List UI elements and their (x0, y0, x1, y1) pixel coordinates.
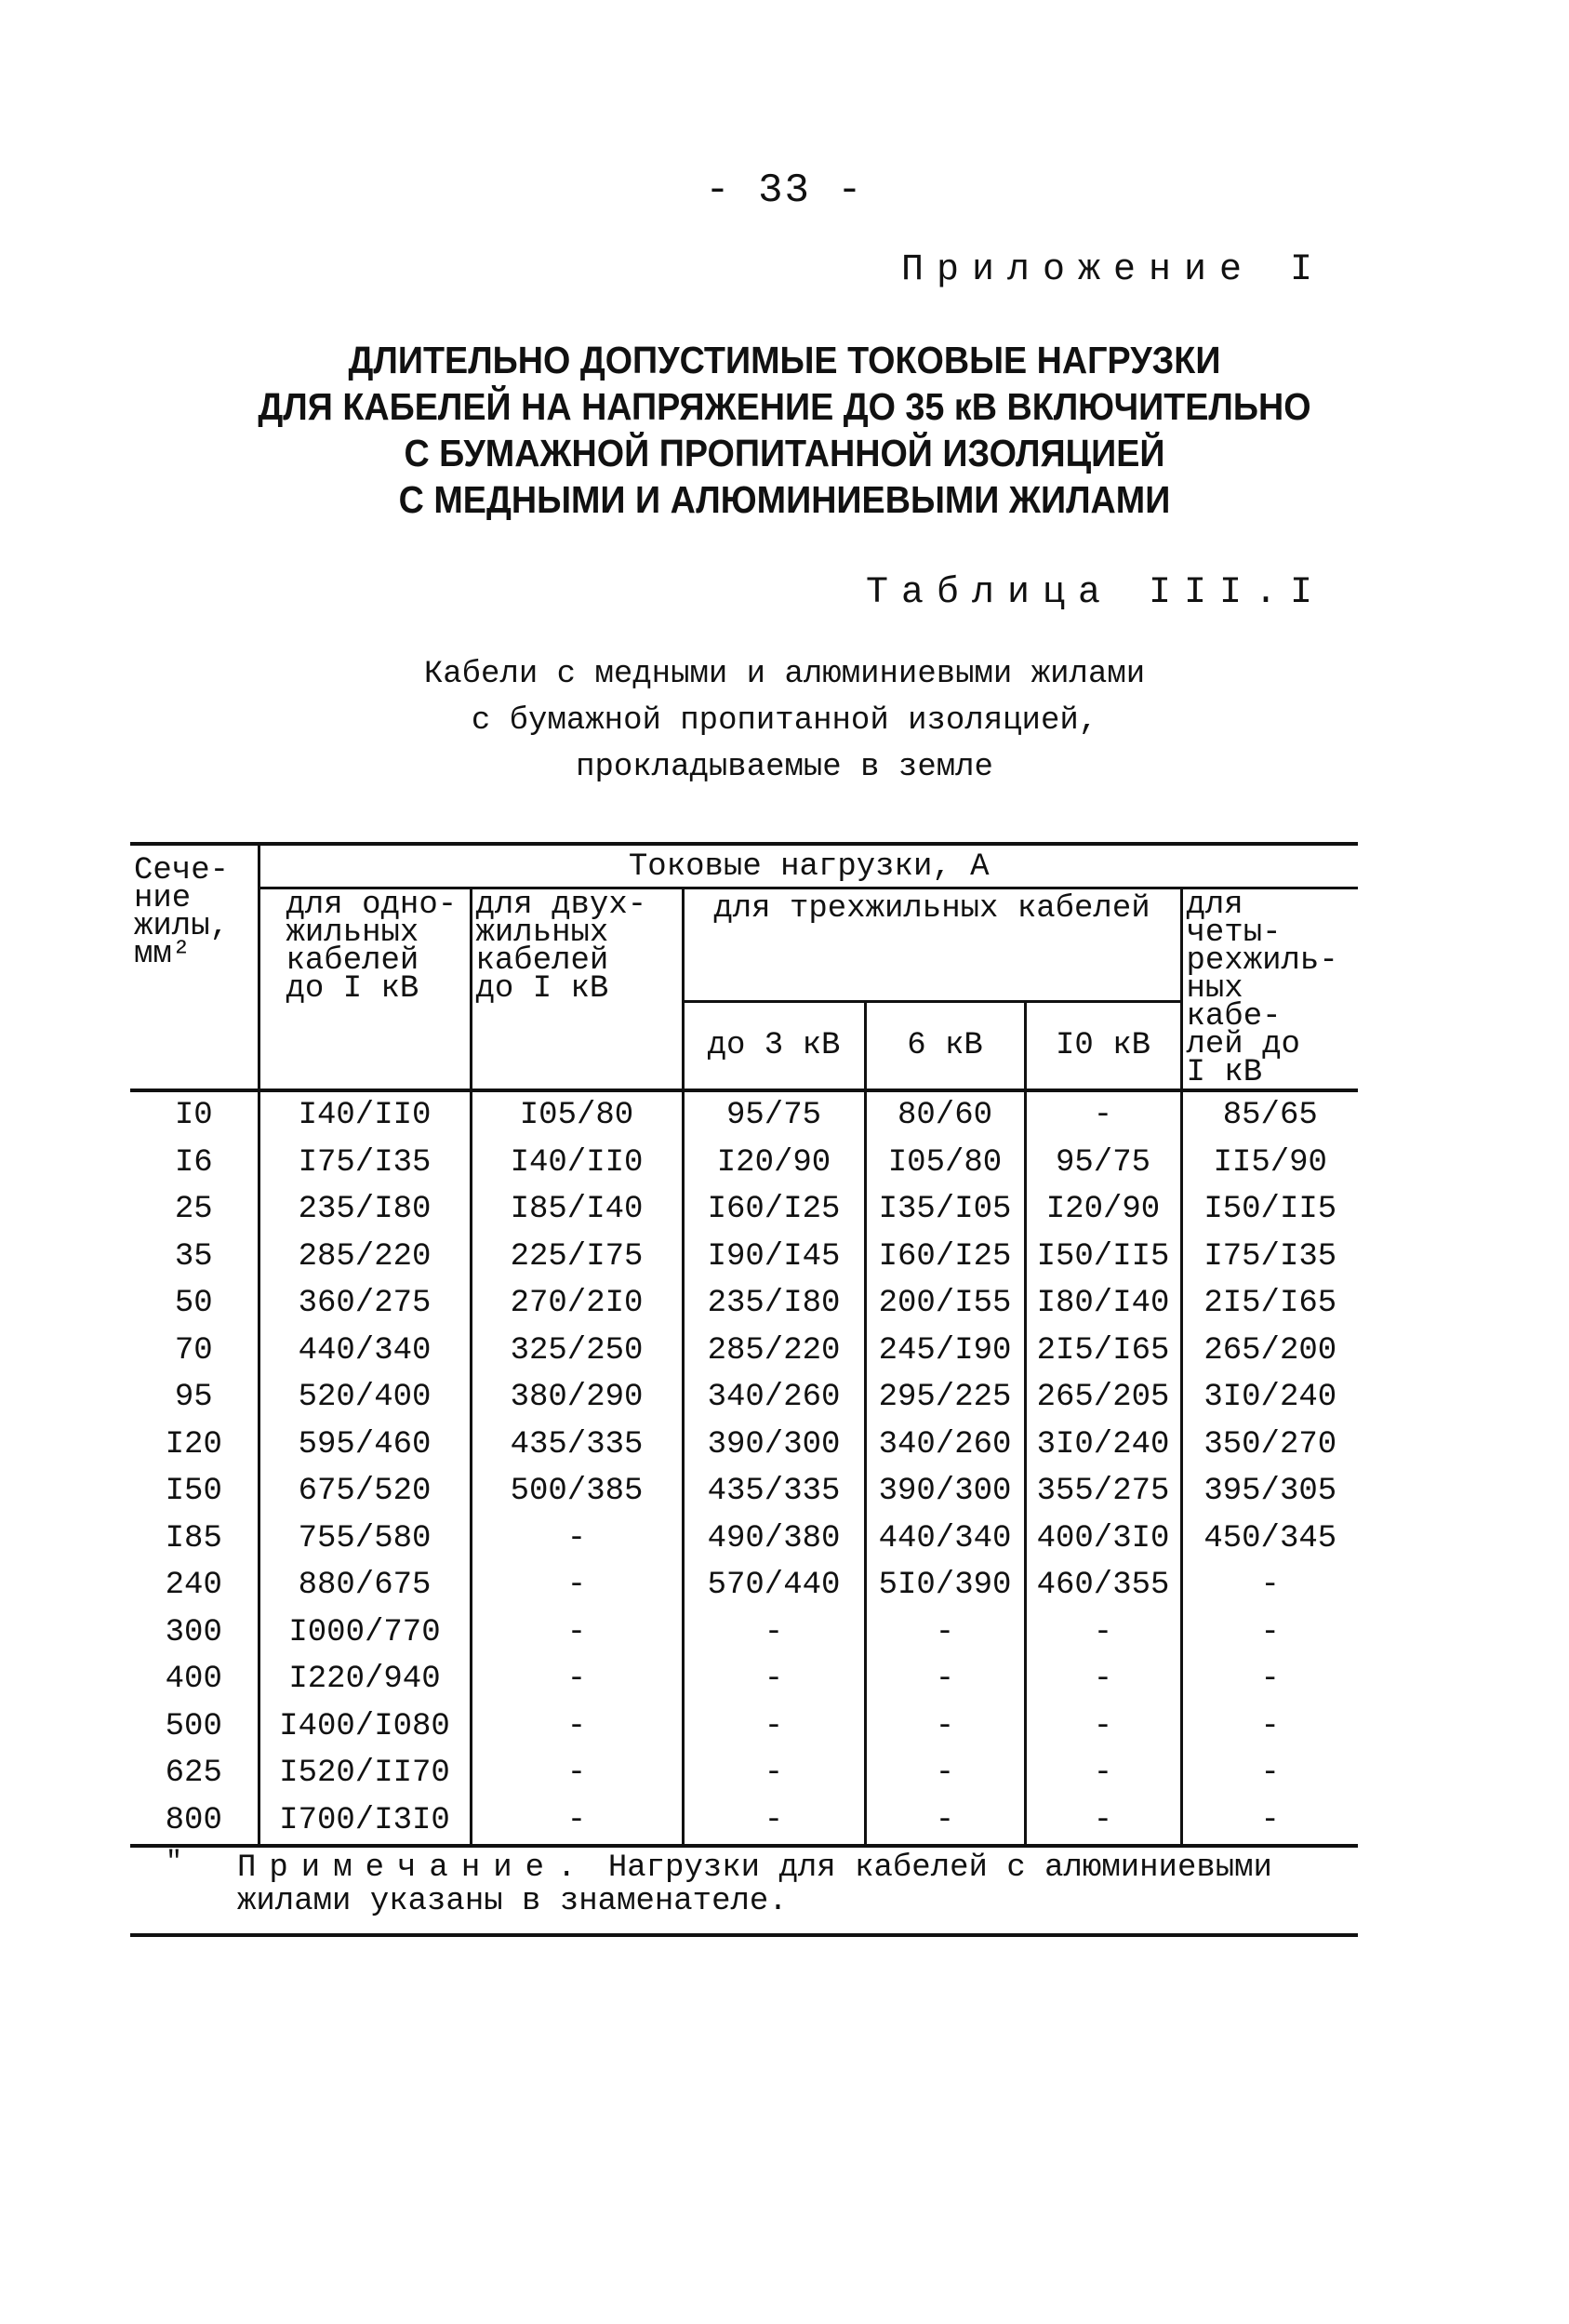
load-value-cell: I80/I40 (1025, 1280, 1181, 1328)
load-value-cell: I05/80 (471, 1090, 683, 1140)
cross-section-cell: 240 (165, 1568, 222, 1604)
load-value-cell: 360/275 (259, 1280, 471, 1328)
load-value-cell: I05/80 (865, 1140, 1025, 1187)
load-value-cell: - (683, 1656, 865, 1703)
load-value-cell: - (865, 1609, 1025, 1657)
load-value-cell: - (1181, 1609, 1358, 1657)
load-value-cell: - (1181, 1703, 1358, 1751)
document-title (0, 337, 1569, 523)
load-value-cell: - (865, 1656, 1025, 1703)
load-value-cell: 265/205 (1025, 1374, 1181, 1422)
load-value-cell: - (1181, 1656, 1358, 1703)
table-row (130, 1328, 1358, 1375)
page-number: - 33 - (705, 167, 864, 214)
table-label: Таблица III.I (865, 572, 1325, 614)
subtitle-line: прокладываемые в земле (576, 750, 993, 785)
header-single-core: для одно- жильных кабелей до I кВ (259, 888, 471, 1091)
load-value-cell: 380/290 (471, 1374, 683, 1422)
load-value-cell: - (471, 1516, 683, 1563)
table-row (130, 1234, 1358, 1281)
load-value-cell: 490/380 (683, 1516, 865, 1563)
title-line: ДЛИТЕЛЬНО ДОПУСТИМЫЕ ТОКОВЫЕ НАГРУЗКИ (348, 339, 1221, 381)
load-value-cell: 325/250 (471, 1328, 683, 1375)
header-two-core: для двух- жильных кабелей до I кВ (471, 888, 683, 1091)
load-value-cell: 235/I80 (259, 1186, 471, 1234)
table-row (130, 1656, 1358, 1703)
load-value-cell: - (1025, 1609, 1181, 1657)
header-current-loads: Токовые нагрузки, А (259, 844, 1358, 888)
load-value-cell: - (1025, 1750, 1181, 1797)
header-four-core: для четы- рехжиль- ных кабе- лей до I кВ (1181, 888, 1358, 1091)
table-row (130, 1186, 1358, 1234)
cross-section-cell: I85 (165, 1520, 222, 1556)
load-value-cell: 225/I75 (471, 1234, 683, 1281)
load-value-cell: 520/400 (259, 1374, 471, 1422)
load-value-cell: - (471, 1656, 683, 1703)
load-value-cell: 85/65 (1181, 1090, 1358, 1140)
cross-section-cell: 500 (165, 1708, 222, 1744)
load-value-cell: 500/385 (471, 1468, 683, 1516)
load-value-cell: 3I0/240 (1025, 1422, 1181, 1469)
load-value-cell: I20/90 (683, 1140, 865, 1187)
load-value-cell: I75/I35 (259, 1140, 471, 1187)
load-value-cell: 595/460 (259, 1422, 471, 1469)
load-value-cell: I35/I05 (865, 1186, 1025, 1234)
load-value-cell: 270/2I0 (471, 1280, 683, 1328)
load-value-cell: II5/90 (1181, 1140, 1358, 1187)
cross-section-cell: I50 (165, 1474, 222, 1510)
header-three-core-3kv: до 3 кВ (683, 1002, 865, 1091)
table-row (130, 1422, 1358, 1469)
cross-section-cell: 35 (174, 1238, 213, 1275)
load-value-cell: 390/300 (865, 1468, 1025, 1516)
title-line: С МЕДНЫМИ И АЛЮМИНИЕВЫМИ ЖИЛАМИ (398, 478, 1171, 521)
load-value-cell: 295/225 (865, 1374, 1025, 1422)
load-value-cell: 340/260 (865, 1422, 1025, 1469)
note-divider (130, 1933, 1358, 1937)
table-row (130, 1750, 1358, 1797)
note-label: Примечание. (237, 1850, 590, 1886)
cross-section-cell: 50 (174, 1286, 213, 1322)
load-value-cell: - (1181, 1797, 1358, 1847)
cross-section-cell: 95 (174, 1380, 213, 1416)
load-value-cell: - (1025, 1703, 1181, 1751)
load-value-cell: 435/335 (471, 1422, 683, 1469)
table-body (130, 1090, 1358, 1846)
table-row (130, 1562, 1358, 1609)
table-row (130, 1516, 1358, 1563)
load-value-cell: I50/II5 (1181, 1186, 1358, 1234)
load-value-cell: I000/770 (259, 1609, 471, 1657)
note-mark: " (166, 1847, 183, 1878)
header-three-core-10kv: I0 кВ (1025, 1002, 1181, 1091)
load-value-cell: 95/75 (683, 1090, 865, 1140)
header-cross-section: Сече- ние жилы, мм² (134, 853, 230, 972)
load-value-cell: - (471, 1562, 683, 1609)
load-value-cell: 440/340 (865, 1516, 1025, 1563)
load-value-cell: 880/675 (259, 1562, 471, 1609)
load-value-cell: I700/I3I0 (259, 1797, 471, 1847)
cross-section-cell: 625 (165, 1756, 222, 1792)
cross-section-cell: I0 (174, 1098, 213, 1134)
load-value-cell: 95/75 (1025, 1140, 1181, 1187)
load-value-cell: 440/340 (259, 1328, 471, 1375)
table-row (130, 1468, 1358, 1516)
cross-section-cell: I20 (165, 1426, 222, 1463)
title-line: ДЛЯ КАБЕЛЕЙ НА НАПРЯЖЕНИЕ ДО 35 кВ ВКЛЮЧИТЕЛЬНО (258, 385, 1311, 428)
load-value-cell: - (1025, 1656, 1181, 1703)
load-value-cell: - (471, 1797, 683, 1847)
load-value-cell: - (471, 1750, 683, 1797)
load-value-cell: 400/3I0 (1025, 1516, 1181, 1563)
load-value-cell: 285/220 (259, 1234, 471, 1281)
cross-section-cell: 800 (130, 1797, 259, 1847)
cross-section-cell: 25 (174, 1192, 213, 1228)
load-value-cell: 80/60 (865, 1090, 1025, 1140)
load-value-cell: I40/II0 (259, 1090, 471, 1140)
load-value-cell: 285/220 (683, 1328, 865, 1375)
subtitle-line: Кабели с медными и алюминиевыми жилами (423, 657, 1146, 692)
load-value-cell: - (1181, 1750, 1358, 1797)
load-value-cell: I40/II0 (471, 1140, 683, 1187)
load-value-cell: - (1181, 1562, 1358, 1609)
load-value-cell: - (865, 1750, 1025, 1797)
appendix-label: Приложение I (900, 249, 1325, 291)
table-row (130, 1703, 1358, 1751)
load-value-cell: 395/305 (1181, 1468, 1358, 1516)
table-row (130, 1797, 1358, 1847)
load-value-cell: - (683, 1797, 865, 1847)
load-value-cell: 245/I90 (865, 1328, 1025, 1375)
load-value-cell: I50/II5 (1025, 1234, 1181, 1281)
load-value-cell: - (471, 1609, 683, 1657)
load-value-cell: I20/90 (1025, 1186, 1181, 1234)
load-value-cell: 200/I55 (865, 1280, 1025, 1328)
note-text: Нагрузки для кабелей с алюминиевыми жилами указаны в знаменателе. (237, 1850, 1272, 1919)
load-value-cell: I400/I080 (259, 1703, 471, 1751)
load-value-cell: 3I0/240 (1181, 1374, 1358, 1422)
load-value-cell: I60/I25 (683, 1186, 865, 1234)
load-value-cell: 460/355 (1025, 1562, 1181, 1609)
load-value-cell: 265/200 (1181, 1328, 1358, 1375)
header-three-core-6kv: 6 кВ (865, 1002, 1025, 1091)
load-value-cell: 435/335 (683, 1468, 865, 1516)
cross-section-cell: I6 (174, 1144, 213, 1181)
load-value-cell: 5I0/390 (865, 1562, 1025, 1609)
header-three-core: для трехжильных кабелей (683, 888, 1181, 1002)
title-line: С БУМАЖНОЙ ПРОПИТАННОЙ ИЗОЛЯЦИЕЙ (404, 432, 1165, 474)
table-row (130, 1140, 1358, 1187)
cross-section-cell: 400 (165, 1662, 222, 1698)
load-value-cell: - (683, 1750, 865, 1797)
load-value-cell: I520/II70 (259, 1750, 471, 1797)
load-value-cell: I220/940 (259, 1656, 471, 1703)
load-value-cell: - (683, 1703, 865, 1751)
cross-section-cell: 70 (174, 1332, 213, 1369)
subtitle-line: с бумажной пропитанной изоляцией, (471, 703, 1098, 739)
load-value-cell: 340/260 (683, 1374, 865, 1422)
load-value-cell: 2I5/I65 (1181, 1280, 1358, 1328)
load-value-cell: 350/270 (1181, 1422, 1358, 1469)
current-load-table (130, 842, 1358, 1848)
load-value-cell: 675/520 (259, 1468, 471, 1516)
table-subtitle (0, 651, 1569, 791)
table-row (130, 1280, 1358, 1328)
load-value-cell: I90/I45 (683, 1234, 865, 1281)
load-value-cell: 755/580 (259, 1516, 471, 1563)
load-value-cell: I75/I35 (1181, 1234, 1358, 1281)
load-value-cell: I60/I25 (865, 1234, 1025, 1281)
load-value-cell: - (1025, 1090, 1181, 1140)
load-value-cell: - (1025, 1797, 1181, 1847)
load-value-cell: 235/I80 (683, 1280, 865, 1328)
load-value-cell: 2I5/I65 (1025, 1328, 1181, 1375)
load-value-cell: 450/345 (1181, 1516, 1358, 1563)
load-value-cell: - (865, 1797, 1025, 1847)
load-value-cell: - (865, 1703, 1025, 1751)
table-row (130, 1609, 1358, 1657)
load-value-cell: 390/300 (683, 1422, 865, 1469)
load-value-cell: - (683, 1609, 865, 1657)
table-row (130, 1090, 1358, 1140)
table-note (237, 1851, 1363, 1918)
load-value-cell: 355/275 (1025, 1468, 1181, 1516)
cross-section-cell: 300 (165, 1614, 222, 1650)
load-value-cell: 570/440 (683, 1562, 865, 1609)
load-value-cell: - (471, 1703, 683, 1751)
load-value-cell: I85/I40 (471, 1186, 683, 1234)
table-row (130, 1374, 1358, 1422)
